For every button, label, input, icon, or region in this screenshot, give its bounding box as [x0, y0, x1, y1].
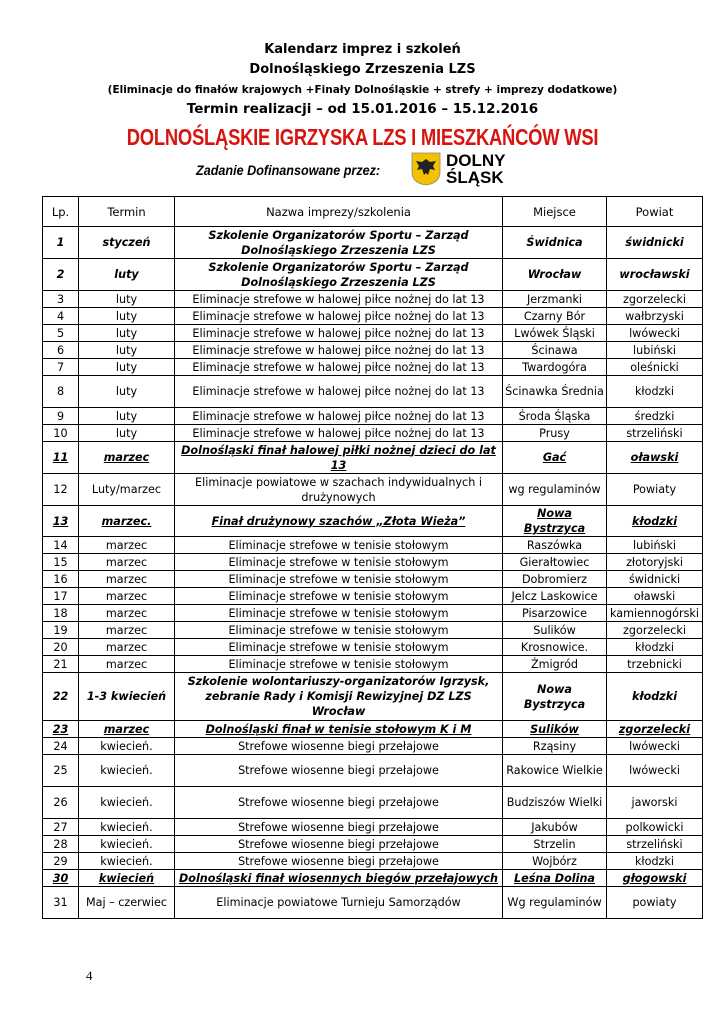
- cell-miejsce: Gać: [503, 442, 607, 474]
- table-header-row: [43, 197, 703, 227]
- cell-miejsce: Żmigród: [503, 656, 607, 673]
- cell-nazwa: Eliminacje strefowe w halowej piłce nożnej do lat 13: [175, 325, 503, 342]
- table-row: [43, 342, 703, 359]
- doc-period: Termin realizacji – od 15.01.2016 – 15.12.2016: [186, 101, 539, 117]
- cell-miejsce: Wg regulaminów: [503, 887, 607, 919]
- cell-nazwa: Eliminacje strefowe w tenisie stołowym: [175, 622, 503, 639]
- cell-miejsce: Ścinawa: [503, 342, 607, 359]
- cell-termin: kwiecień.: [79, 787, 175, 819]
- cell-termin: marzec: [79, 588, 175, 605]
- cell-nazwa: Eliminacje strefowe w tenisie stołowym: [175, 537, 503, 554]
- cell-miejsce: Wrocław: [503, 259, 607, 291]
- cell-lp: 9: [43, 408, 79, 425]
- cell-nazwa: Dolnośląski finał wiosennych biegów przełajowych: [175, 870, 503, 887]
- cell-nazwa: Strefowe wiosenne biegi przełajowe: [175, 787, 503, 819]
- cell-lp: 23: [43, 721, 79, 738]
- col-header-powiat: Powiat: [607, 197, 703, 227]
- cell-powiat: zgorzelecki: [607, 721, 703, 738]
- cell-lp: 20: [43, 639, 79, 656]
- cell-nazwa: Szkolenie Organizatorów Sportu – Zarząd Dolnośląskiego Zrzeszenia LZS: [175, 259, 503, 291]
- cell-lp: 12: [43, 474, 79, 506]
- col-header-nazwa: Nazwa imprezy/szkolenia: [175, 197, 503, 227]
- cell-miejsce: Jerzmanki: [503, 291, 607, 308]
- cell-nazwa: Eliminacje powiatowe w szachach indywidualnych i drużynowych: [175, 474, 503, 506]
- page-number: 4: [86, 968, 93, 983]
- table-row: [43, 442, 703, 474]
- col-header-lp: Lp.: [43, 197, 79, 227]
- cell-powiat: świdnicki: [607, 571, 703, 588]
- cell-powiat: powiaty: [607, 887, 703, 919]
- table-row: [43, 887, 703, 919]
- cell-miejsce: Twardogóra: [503, 359, 607, 376]
- cell-termin: luty: [79, 359, 175, 376]
- table-row: [43, 588, 703, 605]
- cell-nazwa: Strefowe wiosenne biegi przełajowe: [175, 819, 503, 836]
- table-row: [43, 325, 703, 342]
- table-row: [43, 376, 703, 408]
- cell-nazwa: Eliminacje strefowe w tenisie stołowym: [175, 588, 503, 605]
- cell-termin: Luty/marzec: [79, 474, 175, 506]
- table-row: [43, 227, 703, 259]
- cell-termin: styczeń: [79, 227, 175, 259]
- cell-powiat: strzeliński: [607, 425, 703, 442]
- cell-termin: luty: [79, 325, 175, 342]
- cell-miejsce: Strzelin: [503, 836, 607, 853]
- table-row: [43, 259, 703, 291]
- table-row: [43, 673, 703, 721]
- table-row: [43, 474, 703, 506]
- cell-nazwa: Eliminacje strefowe w tenisie stołowym: [175, 554, 503, 571]
- cell-lp: 5: [43, 325, 79, 342]
- cell-termin: kwiecień.: [79, 853, 175, 870]
- cell-lp: 8: [43, 376, 79, 408]
- cell-lp: 29: [43, 853, 79, 870]
- doc-scope: (Eliminacje do finałów krajowych +Finały Dolnośląskie + strefy + imprezy dodatkowe): [107, 84, 618, 96]
- cell-nazwa: Szkolenie Organizatorów Sportu – Zarząd Dolnośląskiego Zrzeszenia LZS: [175, 227, 503, 259]
- cell-lp: 10: [43, 425, 79, 442]
- cell-powiat: kłodzki: [607, 639, 703, 656]
- cell-powiat: kłodzki: [607, 853, 703, 870]
- event-banner: DOLNOŚLĄSKIE IGRZYSKA LZS I MIESZKAŃCÓW WSI: [126, 124, 599, 150]
- cell-powiat: oławski: [607, 588, 703, 605]
- table-row: [43, 308, 703, 325]
- table-row: [43, 506, 703, 537]
- cell-powiat: świdnicki: [607, 227, 703, 259]
- cell-lp: 31: [43, 887, 79, 919]
- events-table: [42, 196, 703, 919]
- cell-powiat: trzebnicki: [607, 656, 703, 673]
- cell-lp: 6: [43, 342, 79, 359]
- cell-lp: 1: [43, 227, 79, 259]
- logo-line-2: ŚLĄSK: [446, 168, 504, 187]
- cell-nazwa: Eliminacje strefowe w halowej piłce nożnej do lat 13: [175, 308, 503, 325]
- cell-termin: marzec: [79, 554, 175, 571]
- cell-termin: marzec: [79, 639, 175, 656]
- cell-nazwa: Eliminacje strefowe w halowej piłce nożnej do lat 13: [175, 408, 503, 425]
- cell-termin: marzec: [79, 656, 175, 673]
- cell-termin: kwiecień.: [79, 819, 175, 836]
- doc-title: Kalendarz imprez i szkoleń: [264, 42, 461, 57]
- cell-powiat: złotoryjski: [607, 554, 703, 571]
- cell-powiat: lwówecki: [607, 738, 703, 755]
- cell-lp: 16: [43, 571, 79, 588]
- cell-lp: 13: [43, 506, 79, 537]
- table-row: [43, 721, 703, 738]
- cell-lp: 19: [43, 622, 79, 639]
- cell-miejsce: Lwówek Śląski: [503, 325, 607, 342]
- cell-miejsce: Czarny Bór: [503, 308, 607, 325]
- cell-nazwa: Strefowe wiosenne biegi przełajowe: [175, 853, 503, 870]
- cell-powiat: lubiński: [607, 537, 703, 554]
- cell-powiat: Powiaty: [607, 474, 703, 506]
- cell-lp: 25: [43, 755, 79, 787]
- cell-miejsce: Leśna Dolina: [503, 870, 607, 887]
- cell-powiat: wałbrzyski: [607, 308, 703, 325]
- cell-powiat: strzeliński: [607, 836, 703, 853]
- cell-powiat: lubiński: [607, 342, 703, 359]
- cell-termin: kwiecień.: [79, 738, 175, 755]
- cell-miejsce: Pisarzowice: [503, 605, 607, 622]
- cell-miejsce: Rakowice Wielkie: [503, 755, 607, 787]
- cell-nazwa: Eliminacje strefowe w halowej piłce nożnej do lat 13: [175, 359, 503, 376]
- col-header-termin: Termin: [79, 197, 175, 227]
- cell-lp: 22: [43, 673, 79, 721]
- cell-miejsce: Świdnica: [503, 227, 607, 259]
- cell-termin: kwiecień.: [79, 836, 175, 853]
- cell-miejsce: wg regulaminów: [503, 474, 607, 506]
- cell-lp: 30: [43, 870, 79, 887]
- cell-nazwa: Eliminacje strefowe w halowej piłce nożnej do lat 13: [175, 291, 503, 308]
- table-row: [43, 605, 703, 622]
- cell-termin: luty: [79, 308, 175, 325]
- cell-termin: luty: [79, 342, 175, 359]
- cell-lp: 27: [43, 819, 79, 836]
- cell-powiat: oleśnicki: [607, 359, 703, 376]
- funding-label: Zadanie Dofinansowane przez:: [196, 162, 381, 178]
- col-header-miejsce: Miejsce: [503, 197, 607, 227]
- cell-termin: luty: [79, 259, 175, 291]
- cell-termin: marzec: [79, 605, 175, 622]
- cell-powiat: oławski: [607, 442, 703, 474]
- cell-powiat: kłodzki: [607, 376, 703, 408]
- cell-termin: 1-3 kwiecień: [79, 673, 175, 721]
- cell-powiat: głogowski: [607, 870, 703, 887]
- cell-lp: 2: [43, 259, 79, 291]
- cell-miejsce: Sulików: [503, 721, 607, 738]
- table-row: [43, 870, 703, 887]
- cell-nazwa: Dolnośląski finał w tenisie stołowym K i M: [175, 721, 503, 738]
- cell-nazwa: Strefowe wiosenne biegi przełajowe: [175, 836, 503, 853]
- cell-nazwa: Eliminacje strefowe w tenisie stołowym: [175, 571, 503, 588]
- cell-nazwa: Eliminacje strefowe w tenisie stołowym: [175, 656, 503, 673]
- cell-lp: 28: [43, 836, 79, 853]
- cell-powiat: zgorzelecki: [607, 622, 703, 639]
- table-row: [43, 656, 703, 673]
- cell-termin: Maj – czerwiec: [79, 887, 175, 919]
- cell-miejsce: Budziszów Wielki: [503, 787, 607, 819]
- cell-termin: marzec: [79, 442, 175, 474]
- table-row: [43, 622, 703, 639]
- cell-termin: luty: [79, 408, 175, 425]
- cell-lp: 14: [43, 537, 79, 554]
- cell-termin: luty: [79, 425, 175, 442]
- cell-nazwa: Eliminacje strefowe w tenisie stołowym: [175, 605, 503, 622]
- cell-miejsce: Nowa Bystrzyca: [503, 506, 607, 537]
- cell-termin: kwiecień.: [79, 755, 175, 787]
- logo-line-1: DOLNY: [446, 151, 506, 170]
- cell-termin: luty: [79, 291, 175, 308]
- cell-powiat: zgorzelecki: [607, 291, 703, 308]
- table-row: [43, 755, 703, 787]
- table-row: [43, 425, 703, 442]
- cell-termin: marzec: [79, 537, 175, 554]
- cell-lp: 11: [43, 442, 79, 474]
- cell-miejsce: Środa Śląska: [503, 408, 607, 425]
- cell-miejsce: Ścinawka Średnia: [503, 376, 607, 408]
- cell-nazwa: Eliminacje strefowe w halowej piłce nożnej do lat 13: [175, 425, 503, 442]
- cell-nazwa: Eliminacje strefowe w halowej piłce nożnej do lat 13: [175, 342, 503, 359]
- cell-miejsce: Rząsiny: [503, 738, 607, 755]
- table-row: [43, 408, 703, 425]
- cell-nazwa: Eliminacje powiatowe Turnieju Samorządów: [175, 887, 503, 919]
- cell-nazwa: Dolnośląski finał halowej piłki nożnej dzieci do lat 13: [175, 442, 503, 474]
- cell-miejsce: Wojbórz: [503, 853, 607, 870]
- cell-miejsce: Gierałtowiec: [503, 554, 607, 571]
- cell-termin: luty: [79, 376, 175, 408]
- cell-termin: marzec: [79, 721, 175, 738]
- cell-miejsce: Krosnowice.: [503, 639, 607, 656]
- cell-lp: 3: [43, 291, 79, 308]
- table-row: [43, 571, 703, 588]
- cell-powiat: kamiennogórski: [607, 605, 703, 622]
- table-row: [43, 853, 703, 870]
- cell-powiat: polkowicki: [607, 819, 703, 836]
- eagle-crest-icon: [411, 152, 441, 186]
- cell-lp: 24: [43, 738, 79, 755]
- table-row: [43, 291, 703, 308]
- cell-lp: 21: [43, 656, 79, 673]
- cell-lp: 15: [43, 554, 79, 571]
- cell-powiat: kłodzki: [607, 506, 703, 537]
- cell-powiat: średzki: [607, 408, 703, 425]
- cell-nazwa: Szkolenie wolontariuszy-organizatorów Igrzysk, zebranie Rady i Komisji Rewizyjnej DZ LZS Wrocław: [175, 673, 503, 721]
- cell-nazwa: Finał drużynowy szachów „Złota Wieża”: [175, 506, 503, 537]
- cell-nazwa: Strefowe wiosenne biegi przełajowe: [175, 755, 503, 787]
- cell-powiat: wrocławski: [607, 259, 703, 291]
- cell-nazwa: Eliminacje strefowe w halowej piłce nożnej do lat 13: [175, 376, 503, 408]
- cell-lp: 4: [43, 308, 79, 325]
- cell-powiat: kłodzki: [607, 673, 703, 721]
- cell-miejsce: Nowa Bystrzyca: [503, 673, 607, 721]
- cell-nazwa: Strefowe wiosenne biegi przełajowe: [175, 738, 503, 755]
- cell-miejsce: Raszówka: [503, 537, 607, 554]
- cell-miejsce: Dobromierz: [503, 571, 607, 588]
- cell-lp: 26: [43, 787, 79, 819]
- cell-miejsce: Jelcz Laskowice: [503, 588, 607, 605]
- cell-powiat: jaworski: [607, 787, 703, 819]
- table-row: [43, 819, 703, 836]
- table-row: [43, 639, 703, 656]
- cell-miejsce: Jakubów: [503, 819, 607, 836]
- cell-lp: 7: [43, 359, 79, 376]
- cell-powiat: lwówecki: [607, 325, 703, 342]
- cell-miejsce: Sulików: [503, 622, 607, 639]
- table-row: [43, 537, 703, 554]
- cell-powiat: lwówecki: [607, 755, 703, 787]
- cell-termin: kwiecień: [79, 870, 175, 887]
- table-row: [43, 787, 703, 819]
- cell-lp: 17: [43, 588, 79, 605]
- cell-termin: marzec.: [79, 506, 175, 537]
- cell-miejsce: Prusy: [503, 425, 607, 442]
- cell-nazwa: Eliminacje strefowe w tenisie stołowym: [175, 639, 503, 656]
- doc-subtitle: Dolnośląskiego Zrzeszenia LZS: [249, 62, 476, 77]
- dolny-slask-logo: [446, 152, 506, 186]
- cell-termin: marzec: [79, 622, 175, 639]
- table-row: [43, 836, 703, 853]
- table-row: [43, 738, 703, 755]
- table-row: [43, 554, 703, 571]
- cell-termin: marzec: [79, 571, 175, 588]
- table-row: [43, 359, 703, 376]
- cell-lp: 18: [43, 605, 79, 622]
